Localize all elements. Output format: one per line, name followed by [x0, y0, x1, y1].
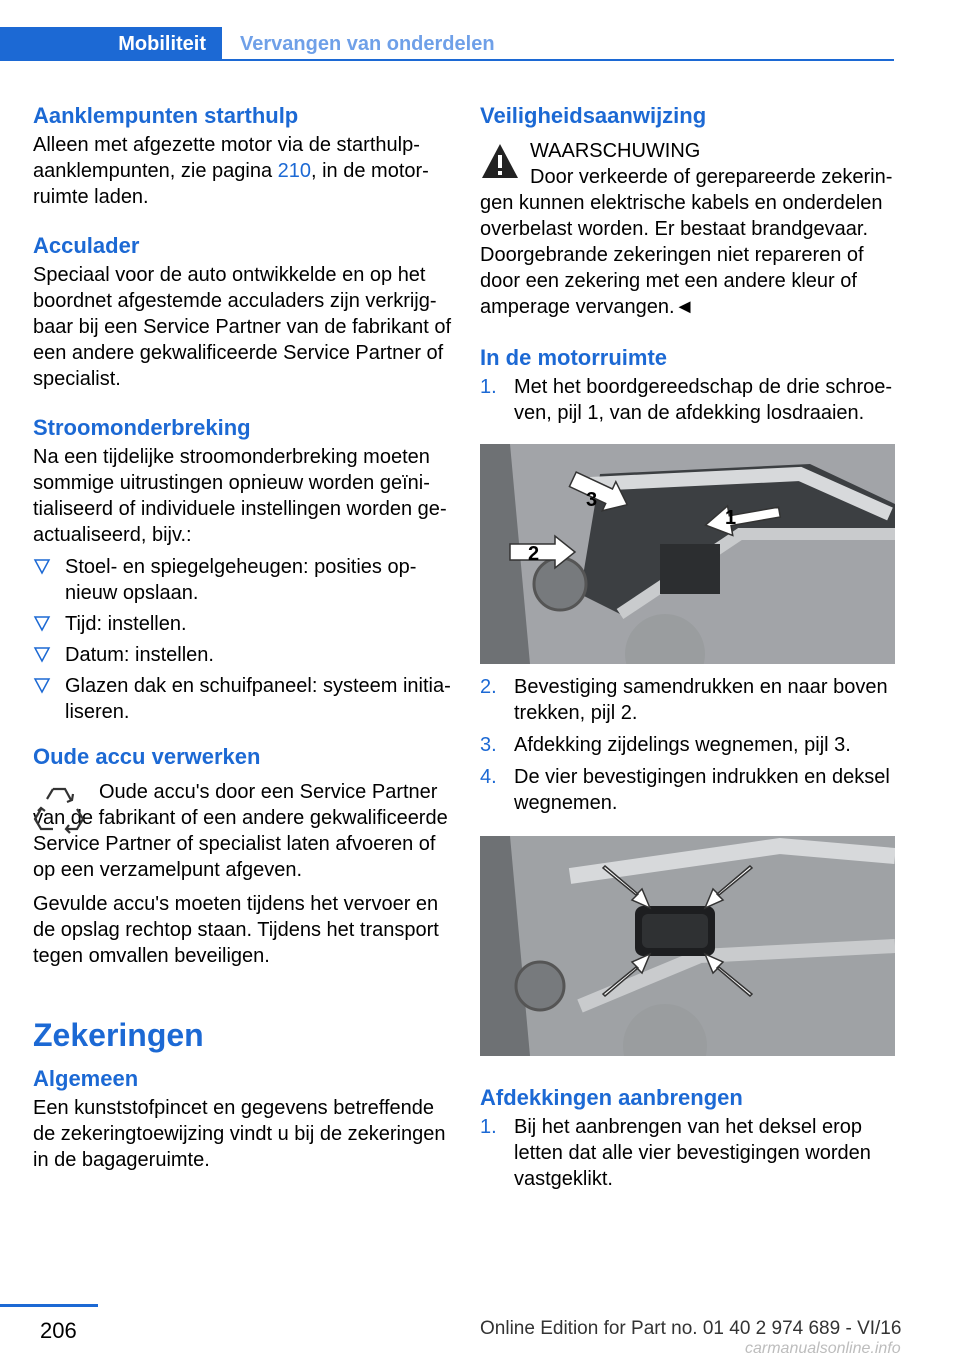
right-column — [480, 100, 895, 1192]
oude-accu-text2: Gevulde accu's moeten tijdens het vervoer en de opslag rechtop staan. Tijdens het transport tegen omvallen beveiligen. — [33, 893, 439, 967]
footer-divider — [0, 1304, 98, 1307]
list-item: Tijd: instellen. — [33, 611, 453, 637]
chapter-breadcrumb: Vervangen van onderdelen — [240, 32, 495, 55]
recycle-icon — [33, 783, 85, 835]
warning-triangle-icon — [480, 142, 520, 182]
photo-arrow-label-2: 2 — [528, 543, 540, 565]
recycle-note: Oude accu's door een Service Partner van de fabrikant of een andere gekwalificeerde Service Partner of specialist laten afvoeren of op een verzamelpunt afgeven. — [33, 781, 448, 881]
edition-note: Online Edition for Part no. 01 40 2 974 689 - VI/16 — [480, 1318, 902, 1339]
list-item: Datum: instellen. — [33, 642, 453, 668]
header-divider — [222, 59, 894, 61]
heading-oude-accu: Oude accu verwerken — [33, 744, 261, 769]
triangle-bullet-icon — [33, 557, 51, 575]
warning-block — [480, 138, 895, 320]
steps-motorruimte-2 — [480, 674, 895, 816]
photo-arrow-label-1: 1 — [725, 507, 737, 529]
steps-motorruimte-1 — [480, 374, 895, 426]
list-item: Glazen dak en schuifpaneel: systeem initialiseren. — [33, 673, 453, 725]
triangle-bullet-icon — [33, 614, 51, 632]
watermark: carmanualsonline.info — [745, 1340, 901, 1357]
photo-arrow-label-3: 3 — [586, 489, 598, 511]
acculader-text: Speciaal voor de auto ontwikkelde en op het boordnet afgestemde acculaders zijn verkrijgbaar bij een Service Partner van de fabrikant of een andere gekwalificeerde Service Partner of specialist. — [33, 264, 452, 390]
heading-motorruimte: In de motorruimte — [480, 345, 668, 370]
starthulp-text: Alleen met afgezette motor via de starthulp-aanklempunten, zie pagina 210, in de motorruimte laden. — [33, 134, 429, 208]
list-item: 2. Bevestiging samendrukken en naar boven trekken, pijl 2. — [480, 676, 888, 724]
section-tab-mobiliteit: Mobiliteit — [0, 27, 222, 61]
stroom-intro: Na een tijdelijke stroomonderbreking moeten sommige uitrustingen opnieuw worden geïnitialiseerd of individuele instellingen worden geactualiseerd, bijv.: — [33, 446, 447, 546]
list-item: Stoel- en spiegelgeheugen: posities opnieuw opslaan. — [33, 554, 453, 606]
list-item: 4. De vier bevestigingen indrukken en deksel wegnemen. — [480, 766, 890, 814]
zekeringen-text: Een kunststofpincet en gegevens betreffende de zekeringtoewijzing vindt u bij de zekeringen in de bagageruimte. — [33, 1097, 446, 1171]
list-item: 1. Bij het aanbrengen van het deksel erop letten dat alle vier bevestigingen worden vastgeklikt. — [480, 1116, 871, 1190]
page-header — [0, 0, 960, 64]
heading-zekeringen: Zekeringen — [33, 1017, 204, 1053]
list-item: 1. Met het boordgereedschap de drie schroeven, pijl 1, van de afdekking losdraaien. — [480, 376, 893, 424]
heading-afdekkingen: Afdekkingen aanbrengen — [480, 1085, 743, 1110]
heading-acculader: Acculader — [33, 233, 140, 258]
heading-starthulp: Aanklempunten starthulp — [33, 103, 299, 128]
warning-text: Door verkeerde of gerepareerde zekeringen kunnen elektrische kabels en onderdelen overbelast worden. Er bestaat brandgevaar. Doorgebrande zekeringen niet repareren of door een zekering met een andere kleur of amperage vervangen.◄ — [480, 166, 893, 318]
list-item: 3. Afdekking zijdelings wegnemen, pijl 3. — [480, 734, 851, 756]
engine-bay-photo-cover — [480, 444, 895, 664]
steps-afdekkingen — [480, 1114, 895, 1192]
page-number: 206 — [40, 1318, 77, 1343]
heading-algemeen: Algemeen — [33, 1066, 139, 1091]
heading-stroomonderbreking: Stroomonderbreking — [33, 415, 251, 440]
triangle-bullet-icon — [33, 676, 51, 694]
left-column — [33, 100, 453, 1173]
stroom-list — [33, 554, 453, 725]
engine-bay-photo-lid — [480, 836, 895, 1056]
warning-label: WAARSCHUWING — [530, 140, 701, 162]
triangle-bullet-icon — [33, 645, 51, 663]
page-link[interactable]: 210 — [277, 160, 311, 182]
heading-veiligheid: Veiligheidsaanwijzing — [480, 103, 707, 128]
